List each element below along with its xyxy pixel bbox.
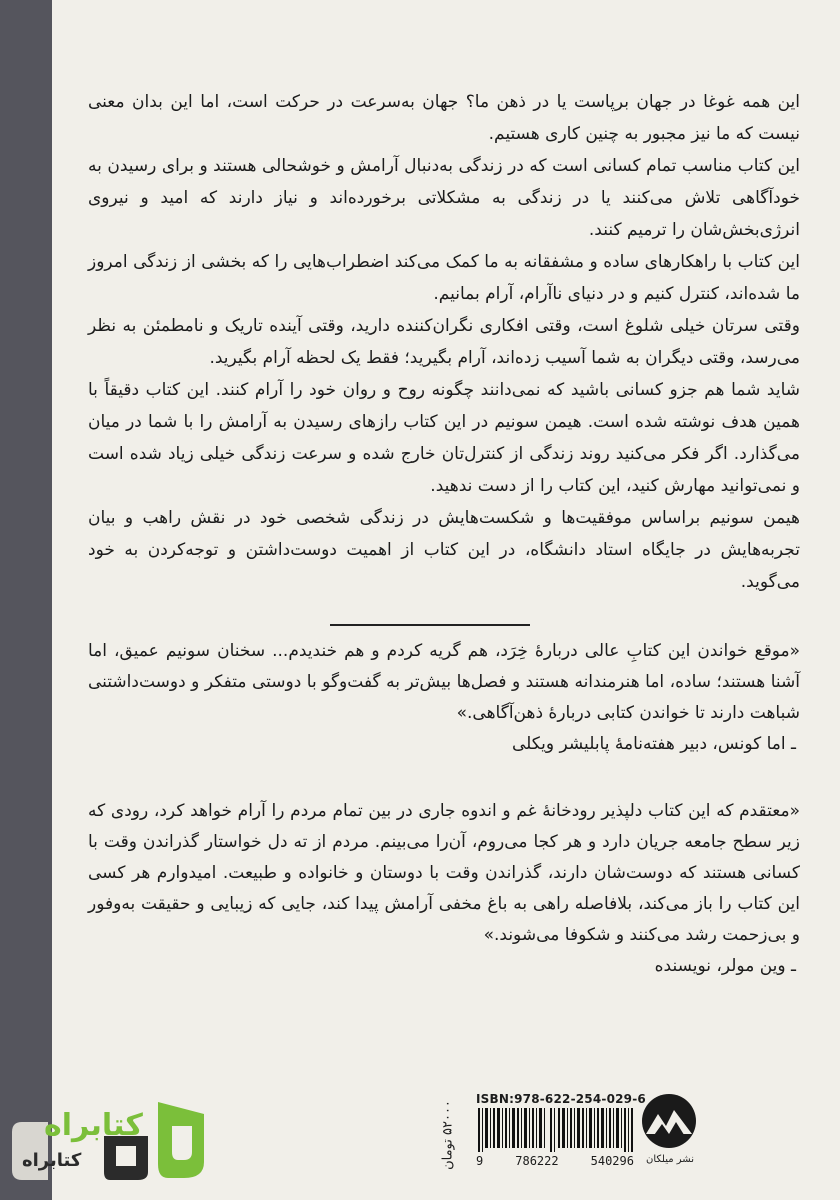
quote-text: «معتقدم که این کتاب دلپذیر رودخانهٔ غم و اندوه جاری در بین تمام مردم را آرام خواهد کرد، رودی که زیر سطح جامعه جریان دارد و هر کجا می‌روم، آن‌را می‌بینم. مردم از ته دل خواستار گذراندن وقت با کسانی هستند که دوست‌شان دارند، گذراندن وقت با دوستان و خانواده و طبیعت. امیدوارم هر کسی این کتاب را باز می‌کند، بلافاصله راهی به باغ مخفی آرامش پیدا کند، جایی که زیبایی و حقیقت به‌وفور و بی‌زحمت رشد می‌کنند و شکوفا می‌شوند.» xyxy=(88,801,800,945)
quote-text: «موقع خواندن این کتابِ عالی دربارهٔ خِرَد، هم گریه کردم و هم خندیدم... سخنان سونیم عمیق، اما آشنا هستند؛ ساده، اما هنرمندانه هستند و فصل‌ها بیش‌تر به گفت‌وگو با دوستی متفکر و دوست‌داشتنی شباهت دارند تا خواندن کتابی دربارهٔ ذهن‌آگاهی.» xyxy=(88,641,800,723)
publisher-mountain-icon xyxy=(638,1092,700,1150)
book-spine xyxy=(0,0,52,1200)
barcode-digit-group: 9 xyxy=(476,1154,484,1168)
barcode-digit-group: 540296 xyxy=(590,1154,634,1168)
blurb-paragraph: هیمن سونیم براساس موفقیت‌ها و شکست‌هایش در زندگی شخصی خود در نقش راهب و بیان تجربه‌هایش در جایگاه استاد دانشگاه، در این کتاب از اهمیت دوست‌داشتن و توجه‌کردن به خود می‌گوید. xyxy=(88,508,800,592)
quote-attribution: ـ وین مولر، نویسنده xyxy=(654,956,796,976)
publisher-name: نشر میلکان xyxy=(646,1154,694,1165)
barcode-digits xyxy=(476,1154,634,1168)
blurb-paragraph: این کتاب مناسب تمام کسانی است که در زندگی به‌دنبال آرامش و خوشحالی هستند و برای رسیدن به خودآگاهی تلاش می‌کنند یا در زندگی به مشکلاتی برخورده‌اند و نیاز دارند که امید و نیروی انرژی‌بخش‌شان را ترمیم کنند. xyxy=(88,156,800,240)
price-label: ۵۲۰۰۰ تومان xyxy=(440,1100,456,1170)
blurb-paragraph: شاید شما هم جزو کسانی باشید که نمی‌دانند چگونه روح و روان خود را آرام کنند. این کتاب دقیقاً با همین هدف نوشته شده است. هیمن سونیم در این کتاب رازهای رسیدن به آرامش را با شما در میان می‌گذارد. اگر فکر می‌کنید روند زندگی از کنترل‌تان خارج شده و سرعت زندگی خیلی زیاد شده است و نمی‌توانید مهارش کنید، این کتاب را از دست ندهید. xyxy=(88,380,800,496)
watermark-text-secondary: کتابراه xyxy=(22,1150,82,1171)
watermark-text-primary: کتابراه xyxy=(44,1108,143,1143)
blurb-text xyxy=(88,86,800,598)
blurb-paragraph: این کتاب با راهکارهای ساده و مشفقانه به ما کمک می‌کند اضطراب‌هایی را که بخشی از زندگی امروز ما شده‌اند، کنترل کنیم و در دنیای ناآرام، آرام بمانیم. xyxy=(88,252,800,304)
review-quote-2 xyxy=(88,796,800,982)
isbn-label: ISBN:978-622-254-029-6 xyxy=(476,1092,646,1106)
barcode-icon xyxy=(476,1108,634,1152)
blurb-paragraph: وقتی سرتان خیلی شلوغ است، وقتی افکاری نگران‌کننده دارید، وقتی آینده تاریک و نامطمئن به نظر می‌رسد، وقتی دیگران به شما آسیب زده‌اند، آرام بگیرید؛ فقط یک لحظه آرام بگیرید. xyxy=(88,316,800,368)
review-quote-1 xyxy=(88,636,800,760)
barcode-digit-group: 786222 xyxy=(515,1154,559,1168)
section-divider xyxy=(330,624,530,626)
quote-attribution: ـ اما کونس، دبیر هفته‌نامهٔ پابلیشر ویکلی xyxy=(511,734,796,754)
blurb-paragraph: این همه غوغا در جهان برپاست یا در ذهن ما؟ جهان به‌سرعت در حرکت است، اما این بدان معنی نیست که ما نیز مجبور به چنین کاری هستیم. xyxy=(88,92,800,144)
